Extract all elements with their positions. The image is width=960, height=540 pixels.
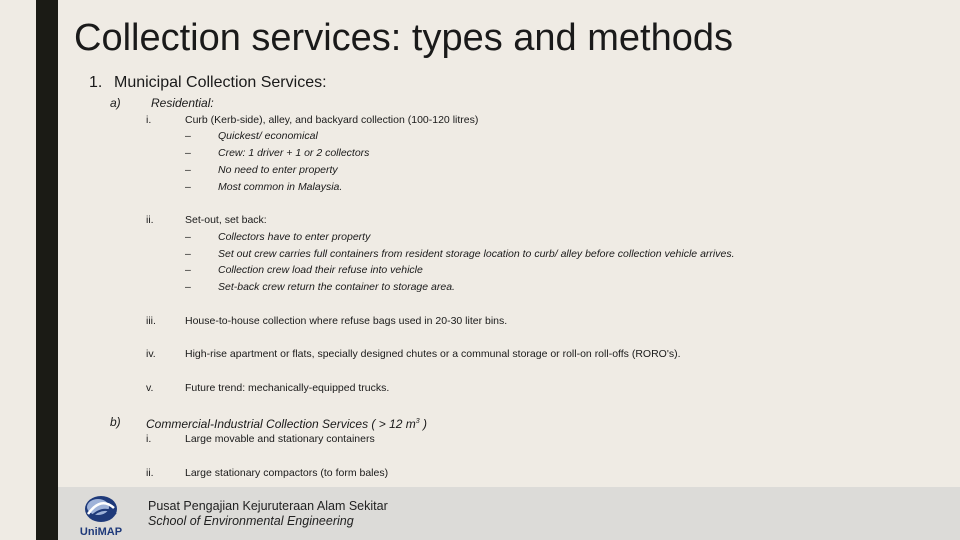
bullet-dash: – (185, 248, 191, 260)
item-numeral: i. (146, 433, 152, 445)
section-heading: Municipal Collection Services: (114, 74, 327, 91)
bullet-dash: – (185, 264, 191, 276)
bullet-text: Collectors have to enter property (218, 231, 371, 243)
item-text: House-to-house collection where refuse bags used in 20-30 liter bins. (185, 315, 508, 327)
left-accent-bar (36, 0, 58, 540)
bullet-text: Crew: 1 driver + 1 or 2 collectors (218, 147, 370, 159)
footer-school-name-english: School of Environmental Engineering (148, 514, 354, 528)
item-text: Curb (Kerb-side), alley, and backyard collection (100-120 litres) (185, 114, 479, 126)
bullet-dash: – (185, 130, 191, 142)
item-text: Set-out, set back: (185, 214, 267, 226)
subsection-heading-residential: Residential: (151, 96, 214, 110)
bullet-dash: – (185, 147, 191, 159)
bullet-text: Quickest/ economical (218, 130, 318, 142)
item-numeral: ii. (146, 214, 154, 226)
item-text: High-rise apartment or flats, specially designed chutes or a communal storage or roll-on roll-offs (RORO's). (185, 348, 681, 360)
item-numeral: ii. (146, 467, 154, 479)
item-text: Large stationary compactors (to form bales) (185, 467, 389, 479)
bullet-text: Set out crew carries full containers from resident storage location to curb/ alley before collection vehicle arrives. (218, 248, 735, 260)
bullet-dash: – (185, 281, 191, 293)
subsection-letter-a: a) (110, 96, 121, 110)
footer-band (58, 487, 960, 540)
bullet-text: Collection crew load their refuse into vehicle (218, 264, 423, 276)
item-numeral: iv. (146, 348, 156, 360)
bullet-dash: – (185, 231, 191, 243)
section-number: 1. (89, 74, 103, 91)
subsection-heading-commercial: Commercial-Industrial Collection Services ( > 12 $m^3$ ) (146, 417, 428, 431)
bullet-dash: – (185, 181, 191, 193)
slide-title: Collection services: types and methods (74, 17, 733, 59)
svg-text:UniMAP: UniMAP (79, 526, 123, 538)
bullet-text: No need to enter property (218, 164, 338, 176)
unimap-logo (78, 492, 124, 538)
bullet-text: Most common in Malaysia. (218, 181, 343, 193)
item-numeral: i. (146, 114, 152, 126)
bullet-dash: – (185, 164, 191, 176)
subsection-letter-b: b) (110, 415, 121, 429)
footer-school-name-malay: Pusat Pengajian Kejuruteraan Alam Sekitar (148, 499, 388, 513)
item-text: Future trend: mechanically-equipped trucks. (185, 382, 390, 394)
item-text: Large movable and stationary containers (185, 433, 375, 445)
item-numeral: iii. (146, 315, 156, 327)
superscript-3: 3 (415, 418, 420, 425)
item-numeral: v. (146, 382, 154, 394)
bullet-text: Set-back crew return the container to storage area. (218, 281, 455, 293)
